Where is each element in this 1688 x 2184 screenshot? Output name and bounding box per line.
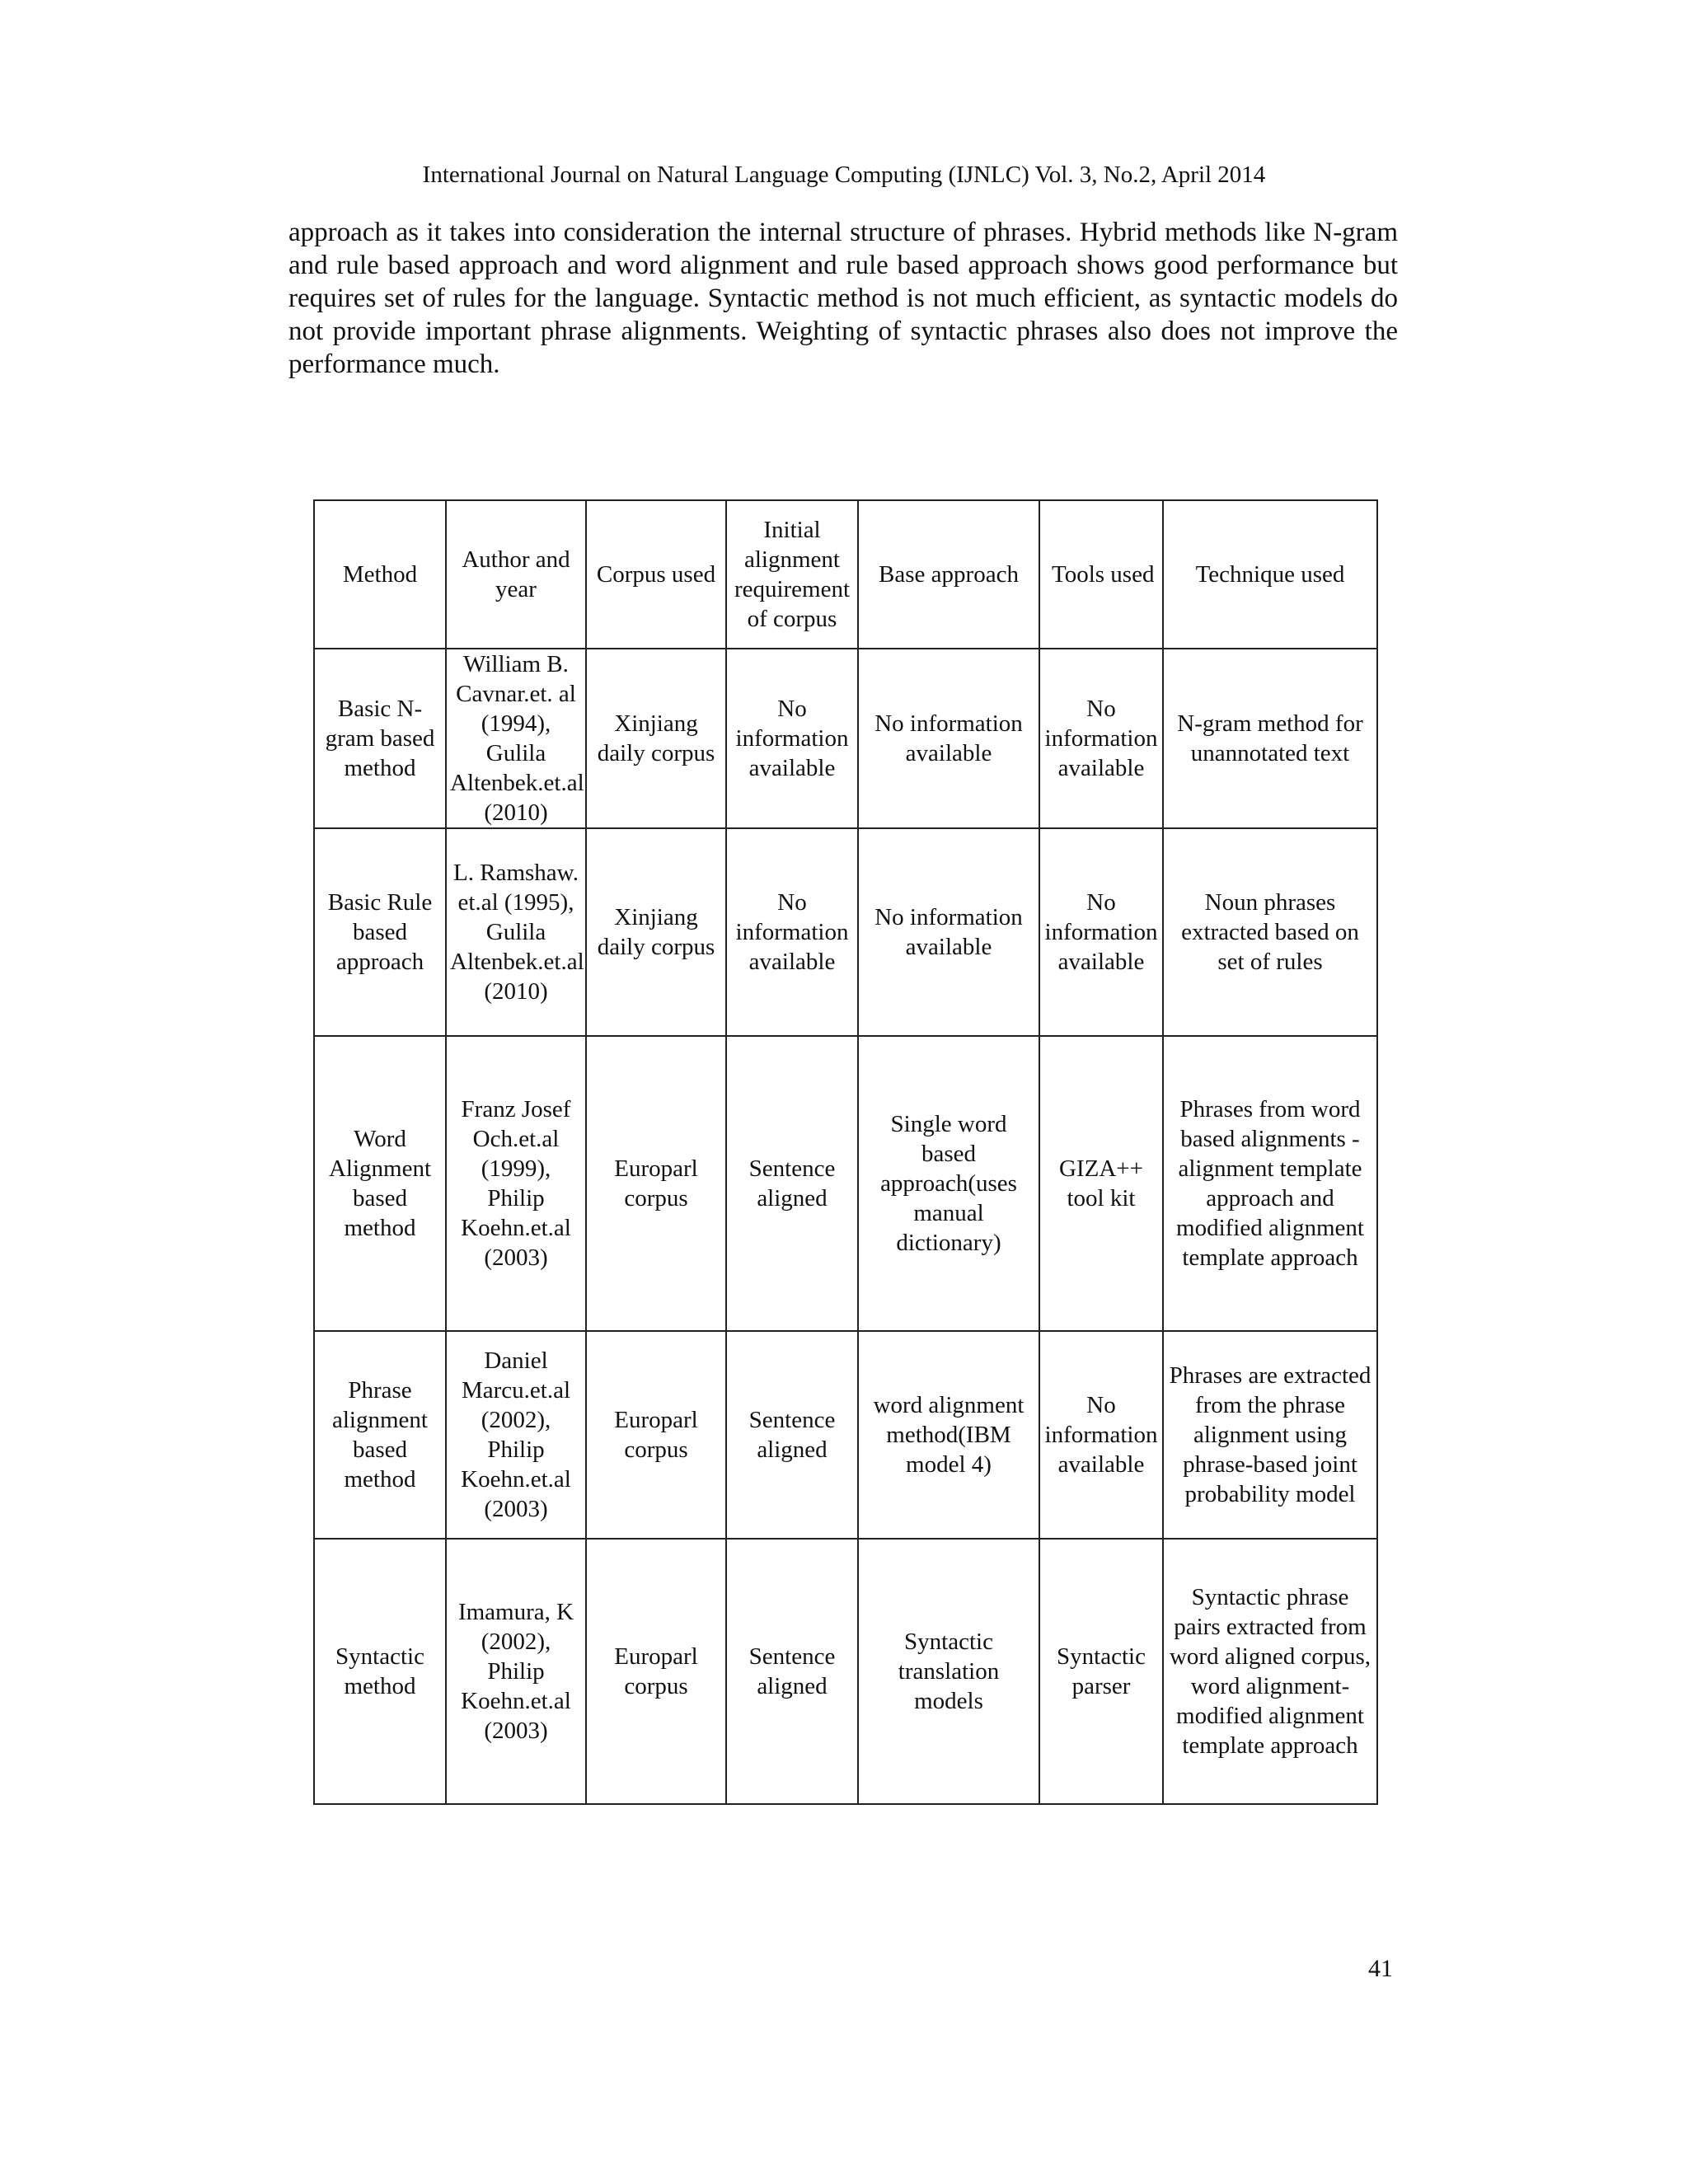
table-cell: Phrases are extracted from the phrase alignment using phrase-based joint probability model	[1163, 1331, 1377, 1539]
table-cell: William B. Cavnar.et. al (1994), Gulila Altenbek.et.al (2010)	[446, 649, 586, 828]
table-cell: Sentence aligned	[726, 1539, 858, 1804]
table-cell: Franz Josef Och.et.al (1999), Philip Koehn.et.al (2003)	[446, 1036, 586, 1331]
comparison-table	[313, 499, 1378, 1805]
table-cell: No information available	[1039, 649, 1163, 828]
table-cell: Sentence aligned	[726, 1331, 858, 1539]
table-cell: Basic Rule based approach	[314, 828, 446, 1036]
table-row	[314, 649, 1377, 828]
table-cell: N-gram method for unannotated text	[1163, 649, 1377, 828]
table-cell: word alignment method(IBM model 4)	[858, 1331, 1039, 1539]
table-cell: Noun phrases extracted based on set of rules	[1163, 828, 1377, 1036]
table-row	[314, 1539, 1377, 1804]
table-cell: Syntactic parser	[1039, 1539, 1163, 1804]
header-cell: Corpus used	[586, 500, 726, 649]
header-cell: Method	[314, 500, 446, 649]
table-cell: Word Alignment based method	[314, 1036, 446, 1331]
table-cell: No information available	[1039, 828, 1163, 1036]
table-cell: Basic N-gram based method	[314, 649, 446, 828]
table-cell: Sentence aligned	[726, 1036, 858, 1331]
table-cell: Imamura, K (2002), Philip Koehn.et.al (2003)	[446, 1539, 586, 1804]
table-cell: No information available	[858, 649, 1039, 828]
page-number: 41	[1368, 1955, 1393, 1982]
table-cell: Syntactic translation models	[858, 1539, 1039, 1804]
table-cell: Phrase alignment based method	[314, 1331, 446, 1539]
header-cell: Tools used	[1039, 500, 1163, 649]
header-cell: Technique used	[1163, 500, 1377, 649]
table-cell: Europarl corpus	[586, 1036, 726, 1331]
table-header-row	[314, 500, 1377, 649]
table-cell: Xinjiang daily corpus	[586, 828, 726, 1036]
table-cell: Syntactic phrase pairs extracted from word aligned corpus, word alignment-modified alignment template approach	[1163, 1539, 1377, 1804]
table-cell: Phrases from word based alignments - alignment template approach and modified alignment template approach	[1163, 1036, 1377, 1331]
header-cell: Initial alignment requirement of corpus	[726, 500, 858, 649]
table-cell: No information available	[858, 828, 1039, 1036]
table-cell: Europarl corpus	[586, 1539, 726, 1804]
table-cell: Single word based approach(uses manual dictionary)	[858, 1036, 1039, 1331]
table-cell: Europarl corpus	[586, 1331, 726, 1539]
table-cell: No information available	[726, 828, 858, 1036]
table-cell: Xinjiang daily corpus	[586, 649, 726, 828]
table-cell: L. Ramshaw. et.al (1995), Gulila Altenbek.et.al (2010)	[446, 828, 586, 1036]
table-cell: Syntactic method	[314, 1539, 446, 1804]
table-cell: No information available	[1039, 1331, 1163, 1539]
body-paragraph: approach as it takes into consideration the internal structure of phrases. Hybrid methods like N-gram and rule based approach and word alignment and rule based approach shows good performance but requires set of rules for the language. Syntactic method is not much efficient, as syntactic models do not provide important phrase alignments. Weighting of syntactic phrases also does not improve the performance much.	[288, 218, 1398, 379]
table-cell: Daniel Marcu.et.al (2002), Philip Koehn.et.al (2003)	[446, 1331, 586, 1539]
header-cell: Base approach	[858, 500, 1039, 649]
table-row	[314, 1036, 1377, 1331]
table-row	[314, 1331, 1377, 1539]
table-cell: No information available	[726, 649, 858, 828]
journal-header: International Journal on Natural Language Computing (IJNLC) Vol. 3, No.2, April 2014	[422, 162, 1266, 188]
table-cell: GIZA++ tool kit	[1039, 1036, 1163, 1331]
table-row	[314, 828, 1377, 1036]
header-cell: Author and year	[446, 500, 586, 649]
